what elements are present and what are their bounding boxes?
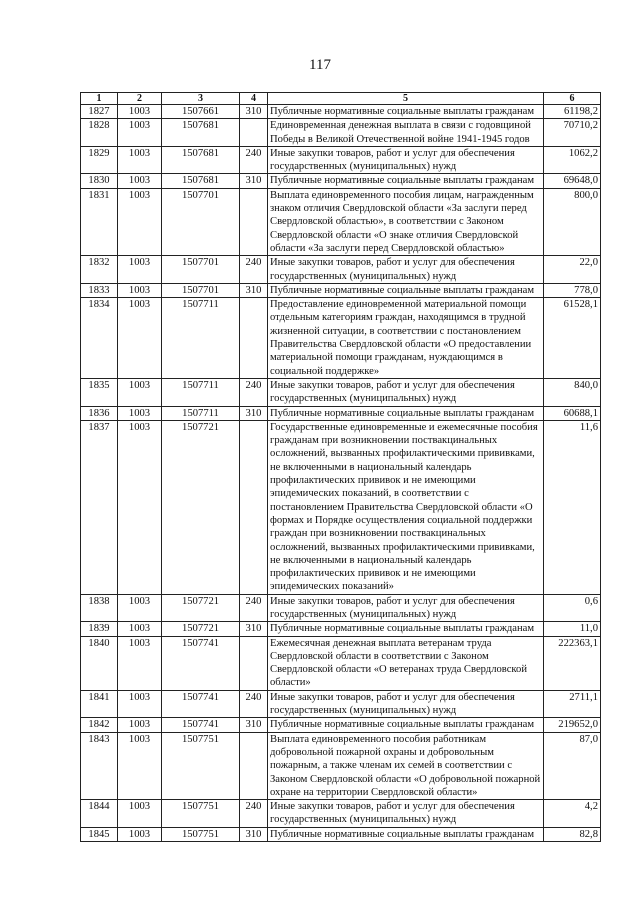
table-row <box>81 256 601 284</box>
row-number-cell: 1838 <box>81 594 118 622</box>
section-code-cell: 1003 <box>118 406 162 420</box>
section-code-cell: 1003 <box>118 378 162 406</box>
table-row <box>81 105 601 119</box>
target-code-cell: 1507711 <box>162 406 240 420</box>
header-col-5: 5 <box>268 93 544 105</box>
row-number-cell: 1844 <box>81 800 118 828</box>
table-row <box>81 827 601 841</box>
target-code-cell: 1507661 <box>162 105 240 119</box>
expense-type-cell: 240 <box>240 378 268 406</box>
section-code-cell: 1003 <box>118 636 162 690</box>
target-code-cell: 1507681 <box>162 146 240 174</box>
row-number-cell: 1834 <box>81 298 118 379</box>
table-row <box>81 718 601 732</box>
row-number-cell: 1841 <box>81 690 118 718</box>
amount-cell: 1062,2 <box>544 146 601 174</box>
expense-type-cell: 310 <box>240 406 268 420</box>
header-col-6: 6 <box>544 93 601 105</box>
row-number-cell: 1840 <box>81 636 118 690</box>
expense-type-cell: 310 <box>240 622 268 636</box>
expense-type-cell: 310 <box>240 105 268 119</box>
description-cell: Публичные нормативные социальные выплаты гражданам <box>268 406 544 420</box>
table-row <box>81 622 601 636</box>
table-row <box>81 188 601 255</box>
table-row <box>81 283 601 297</box>
section-code-cell: 1003 <box>118 732 162 799</box>
description-cell: Государственные единовременные и ежемесячные пособия гражданам при возникновении поствакцинальных осложнений, вызванных профилактическими прививками, не включенными в национальный календарь профилактических прививок и не имеющими эпидемических показаний, в соответствии с постановлением Правительства Свердловской области «О формах и Порядке осуществления социальной поддержки граждан при возникновении поствакцинальных осложнений, вызванных профилактическими прививками, не включенными в национальный календарь профилактических прививок и не имеющими эпидемических показаний» <box>268 420 544 594</box>
amount-cell: 87,0 <box>544 732 601 799</box>
description-cell: Публичные нормативные социальные выплаты гражданам <box>268 827 544 841</box>
amount-cell: 11,6 <box>544 420 601 594</box>
section-code-cell: 1003 <box>118 827 162 841</box>
expense-type-cell: 310 <box>240 827 268 841</box>
row-number-cell: 1829 <box>81 146 118 174</box>
target-code-cell: 1507711 <box>162 298 240 379</box>
amount-cell: 61528,1 <box>544 298 601 379</box>
amount-cell: 70710,2 <box>544 119 601 147</box>
row-number-cell: 1845 <box>81 827 118 841</box>
description-cell: Иные закупки товаров, работ и услуг для обеспечения государственных (муниципальных) нужд <box>268 594 544 622</box>
amount-cell: 222363,1 <box>544 636 601 690</box>
description-cell: Выплата единовременного пособия работникам добровольной пожарной охраны и добровольным пожарным, а также членам их семей в соответствии с Законом Свердловской области «О добровольной пожарной охране на территории Свердловской области» <box>268 732 544 799</box>
description-cell: Публичные нормативные социальные выплаты гражданам <box>268 283 544 297</box>
header-col-2: 2 <box>118 93 162 105</box>
expense-type-cell <box>240 119 268 147</box>
description-cell: Иные закупки товаров, работ и услуг для обеспечения государственных (муниципальных) нужд <box>268 800 544 828</box>
target-code-cell: 1507751 <box>162 827 240 841</box>
row-number-cell: 1843 <box>81 732 118 799</box>
row-number-cell: 1833 <box>81 283 118 297</box>
expense-type-cell: 240 <box>240 690 268 718</box>
description-cell: Выплата единовременного пособия лицам, награжденным знаком отличия Свердловской области «За заслуги перед Свердловской областью», в соответствии с Законом Свердловской области «О знаке отличия Свердловской области «За заслуги перед Свердловской областью» <box>268 188 544 255</box>
section-code-cell: 1003 <box>118 594 162 622</box>
expense-type-cell <box>240 298 268 379</box>
expense-type-cell: 240 <box>240 146 268 174</box>
description-cell: Публичные нормативные социальные выплаты гражданам <box>268 174 544 188</box>
amount-cell: 11,0 <box>544 622 601 636</box>
expense-type-cell <box>240 188 268 255</box>
page-number: 117 <box>309 57 331 73</box>
table-row <box>81 800 601 828</box>
target-code-cell: 1507751 <box>162 732 240 799</box>
table-row <box>81 378 601 406</box>
expense-type-cell: 240 <box>240 800 268 828</box>
description-cell: Иные закупки товаров, работ и услуг для обеспечения государственных (муниципальных) нужд <box>268 378 544 406</box>
section-code-cell: 1003 <box>118 188 162 255</box>
description-cell: Публичные нормативные социальные выплаты гражданам <box>268 622 544 636</box>
table-row <box>81 119 601 147</box>
row-number-cell: 1837 <box>81 420 118 594</box>
section-code-cell: 1003 <box>118 690 162 718</box>
row-number-cell: 1832 <box>81 256 118 284</box>
budget-table <box>80 92 601 842</box>
target-code-cell: 1507751 <box>162 800 240 828</box>
target-code-cell: 1507701 <box>162 256 240 284</box>
target-code-cell: 1507721 <box>162 594 240 622</box>
table-row <box>81 146 601 174</box>
section-code-cell: 1003 <box>118 718 162 732</box>
row-number-cell: 1828 <box>81 119 118 147</box>
amount-cell: 800,0 <box>544 188 601 255</box>
description-cell: Иные закупки товаров, работ и услуг для обеспечения государственных (муниципальных) нужд <box>268 690 544 718</box>
amount-cell: 69648,0 <box>544 174 601 188</box>
target-code-cell: 1507721 <box>162 622 240 636</box>
section-code-cell: 1003 <box>118 420 162 594</box>
expense-type-cell: 240 <box>240 594 268 622</box>
target-code-cell: 1507711 <box>162 378 240 406</box>
section-code-cell: 1003 <box>118 800 162 828</box>
description-cell: Публичные нормативные социальные выплаты гражданам <box>268 718 544 732</box>
expense-type-cell: 310 <box>240 283 268 297</box>
row-number-cell: 1839 <box>81 622 118 636</box>
target-code-cell: 1507681 <box>162 119 240 147</box>
description-cell: Иные закупки товаров, работ и услуг для обеспечения государственных (муниципальных) нужд <box>268 256 544 284</box>
section-code-cell: 1003 <box>118 256 162 284</box>
expense-type-cell: 310 <box>240 174 268 188</box>
expense-type-cell <box>240 636 268 690</box>
target-code-cell: 1507701 <box>162 188 240 255</box>
amount-cell: 22,0 <box>544 256 601 284</box>
amount-cell: 60688,1 <box>544 406 601 420</box>
expense-type-cell: 240 <box>240 256 268 284</box>
table-row <box>81 174 601 188</box>
table-row <box>81 636 601 690</box>
target-code-cell: 1507721 <box>162 420 240 594</box>
row-number-cell: 1830 <box>81 174 118 188</box>
row-number-cell: 1836 <box>81 406 118 420</box>
amount-cell: 4,2 <box>544 800 601 828</box>
section-code-cell: 1003 <box>118 298 162 379</box>
table-row <box>81 594 601 622</box>
row-number-cell: 1831 <box>81 188 118 255</box>
row-number-cell: 1835 <box>81 378 118 406</box>
target-code-cell: 1507741 <box>162 636 240 690</box>
section-code-cell: 1003 <box>118 105 162 119</box>
expense-type-cell: 310 <box>240 718 268 732</box>
header-col-1: 1 <box>81 93 118 105</box>
row-number-cell: 1842 <box>81 718 118 732</box>
header-row <box>81 93 601 105</box>
section-code-cell: 1003 <box>118 283 162 297</box>
amount-cell: 61198,2 <box>544 105 601 119</box>
description-cell: Публичные нормативные социальные выплаты гражданам <box>268 105 544 119</box>
section-code-cell: 1003 <box>118 119 162 147</box>
description-cell: Единовременная денежная выплата в связи с годовщиной Победы в Великой Отечественной войне 1941-1945 годов <box>268 119 544 147</box>
row-number-cell: 1827 <box>81 105 118 119</box>
description-cell: Предоставление единовременной материальной помощи отдельным категориям граждан, находящимся в трудной жизненной ситуации, в соответствии с постановлением Правительства Свердловской области «О предоставлении материальной помощи гражданам, нуждающимся в социальной поддержке» <box>268 298 544 379</box>
header-col-3: 3 <box>162 93 240 105</box>
amount-cell: 82,8 <box>544 827 601 841</box>
description-cell: Иные закупки товаров, работ и услуг для обеспечения государственных (муниципальных) нужд <box>268 146 544 174</box>
table-row <box>81 690 601 718</box>
section-code-cell: 1003 <box>118 174 162 188</box>
table-row <box>81 406 601 420</box>
expense-type-cell <box>240 420 268 594</box>
target-code-cell: 1507741 <box>162 718 240 732</box>
amount-cell: 219652,0 <box>544 718 601 732</box>
section-code-cell: 1003 <box>118 622 162 636</box>
amount-cell: 840,0 <box>544 378 601 406</box>
amount-cell: 778,0 <box>544 283 601 297</box>
table-row <box>81 420 601 594</box>
header-col-4: 4 <box>240 93 268 105</box>
description-cell: Ежемесячная денежная выплата ветеранам труда Свердловской области в соответствии с Законом Свердловской области «О ветеранах труда Свердловской области» <box>268 636 544 690</box>
section-code-cell: 1003 <box>118 146 162 174</box>
table-row <box>81 298 601 379</box>
expense-type-cell <box>240 732 268 799</box>
target-code-cell: 1507701 <box>162 283 240 297</box>
amount-cell: 2711,1 <box>544 690 601 718</box>
target-code-cell: 1507681 <box>162 174 240 188</box>
amount-cell: 0,6 <box>544 594 601 622</box>
table-row <box>81 732 601 799</box>
target-code-cell: 1507741 <box>162 690 240 718</box>
